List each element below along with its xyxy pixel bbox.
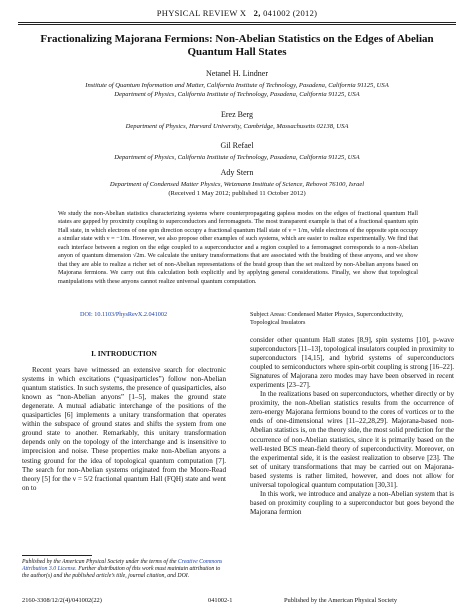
author-name: Gil Refael — [220, 141, 254, 150]
journal-volume: 2, — [253, 8, 261, 18]
intro-paragraph: In this work, we introduce and analyze a non-Abelian system that is based on proximity coupling to a superconductor but goes beyond the Majorana fermion — [250, 489, 454, 516]
page-number: 041002-1 — [208, 597, 233, 604]
header-rule-2 — [18, 24, 456, 25]
header-rule — [18, 22, 456, 23]
author-name: Erez Berg — [220, 110, 254, 119]
author-affiliation: Department of Physics, Harvard University, Cambridge, Massachusetts 02138, USA — [125, 123, 349, 130]
author-affiliation: Institute of Quantum Information and Matter, California Institute of Technology, Pasadena, California 91125, USA — [85, 82, 389, 89]
footnote-rule — [22, 555, 92, 556]
received-dates: (Received 1 May 2012; published 11 October 2012) — [168, 190, 306, 197]
right-column — [250, 336, 454, 517]
author-affiliation: Department of Condensed Matter Physics, Weizmann Institute of Science, Rehovot 76100, Israel — [109, 181, 365, 188]
section-heading: I. INTRODUCTION — [91, 349, 157, 358]
license-footnote — [22, 559, 226, 581]
intro-paragraph: consider other quantum Hall states [8,9], spin systems [10], p-wave superconductors [11–13], topological insulators coupled in proximity to superconductors [14,15], and hybrid systems of superconductors coupled to semiconductors where spin-orbit coupling is strong [16–22]. Signatures of Majorana zero modes may have been observed in recent experiments [23–27]. — [250, 336, 454, 390]
intro-paragraph: Recent years have witnessed an extensive search for electronic systems in which excitations (“quasiparticles”) follow non-Abelian quantum statistics. In such systems, the presence of quasiparticles, also known as “non-Abelian anyons” [1–5], makes the ground state degenerate. A mutual adiabatic interchange of the positions of the quasiparticles [6] implements a unitary transformation that operates within the subspace of ground states and shifts the system from one ground state to another. Remarkably, this unitary transformation depends only on the topology of the interchange and is insensitive to imprecision and noise. These properties make non-Abelian anyons a testing ground for the idea of topological quantum computation [7]. The search for non-Abelian systems originated from the Moore-Read theory [5] for the ν = 5/2 fractional quantum Hall (FQH) state and went on to — [22, 366, 226, 492]
intro-paragraph: In the realizations based on superconductors, whether directly or by proximity, the non-Abelian statistics results from the occurrence of zero-energy Majorana fermions bound to the cores of vortices or to the ends of one-dimensional wires [11–22,28,29]. Majorana-based non-Abelian statistics is, on the theory side, the most solid prediction for the occurrence of non-Abelian statistics, since it is primarily based on the well-tested BCS mean-field theory of superconductivity. Moreover, on the experimental side, it is the easiest realization to observe [23]. The set of unitary transformations that may be carried out on Majorana-based systems is rather limited, however, and does not allow for universal topological quantum computation [30,31]. — [250, 390, 454, 489]
footnote-text: Further distribution of this work must maintain attribution to the author(s) and the published article’s title, journal citation, and DOI. — [22, 566, 221, 580]
article-number: 041002 (2012) — [263, 8, 318, 18]
author-affiliation: Department of Physics, California Institute of Technology, Pasadena, California 91125, USA — [114, 154, 360, 161]
author-affiliation: Department of Physics, California Institute of Technology, Pasadena, California 91125, USA — [114, 91, 360, 98]
author-name: Ady Stern — [220, 168, 254, 177]
journal-name: PHYSICAL REVIEW X — [156, 8, 247, 18]
issn-code: 2160-3308/12/2(4)/041002(22) — [22, 597, 102, 604]
author-name: Netanel H. Lindner — [206, 69, 268, 78]
journal-header — [0, 8, 474, 18]
abstract: We study the non-Abelian statistics characterizing systems where counterpropagating gapless modes on the edges of fractional quantum Hall states are gapped by proximity coupling to superconductors and ferromagnets. The most transparent example is that of a fractional quantum spin Hall state, in which electrons of one spin direction occupy a fractional quantum Hall state of ν = 1/m, while electrons of the opposite spin occupy a similar state with ν = −1/m. However, we also propose other examples of such systems, which are easier to realize experimentally. We find that each interface between a region on the edge coupled to a superconductor and a region coupled to a ferromagnet corresponds to a non-Abelian anyon of quantum dimension √2m. We calculate the unitary transformations that are associated with the braiding of these anyons, and we show that they are able to realize a richer set of non-Abelian representations of the braid group than the set realized by non-Abelian anyons based on Majorana fermions. We carry out this calculation both explicitly and by applying general considerations. Finally, we show that topological manipulations with these anyons cannot realize universal quantum computation. — [58, 210, 418, 285]
subject-areas: Subject Areas: Condensed Matter Physics, Superconductivity, Topological Insulators — [250, 311, 404, 326]
left-column — [22, 343, 226, 493]
doi-link[interactable]: DOI: 10.1103/PhysRevX.2.041002 — [80, 311, 168, 318]
license-link[interactable]: Creative Commons Attribution 3.0 License. — [22, 559, 223, 573]
publisher-line: Published by the American Physical Society — [284, 597, 398, 604]
footnote-text: Published by the American Physical Society under the terms of the — [22, 559, 177, 565]
paper-title: Fractionalizing Majorana Fermions: Non-Abelian Statistics on the Edges of Abelian Quantum Hall States — [40, 33, 434, 58]
